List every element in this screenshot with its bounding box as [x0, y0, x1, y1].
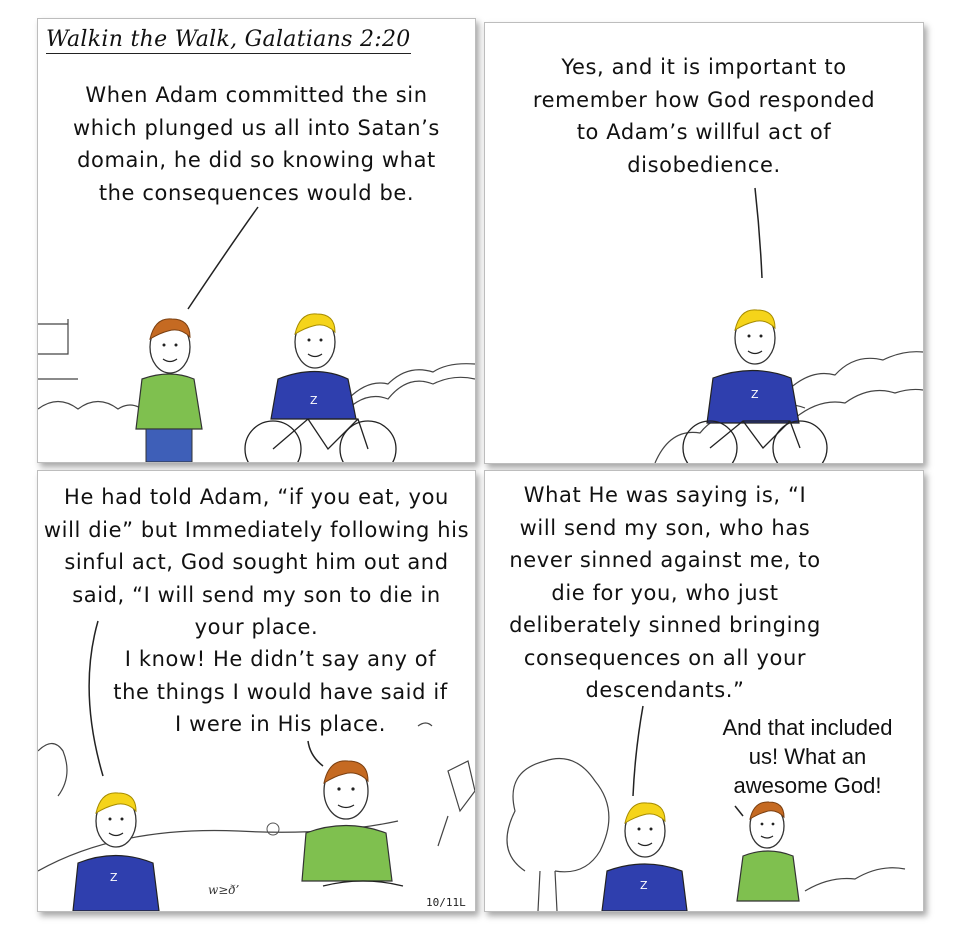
panel-2-drawing — [485, 23, 923, 463]
bush-sketch — [785, 352, 923, 393]
dialogue-line: the consequences would be. — [98, 180, 415, 205]
blue-shirt-character — [73, 793, 159, 911]
dialogue-line: your place. — [194, 615, 319, 639]
dialogue-line: disobedience. — [627, 152, 781, 177]
dialogue-line: never sinned against me, to — [509, 548, 821, 572]
blue-shirt-character — [602, 803, 687, 911]
dialogue-line: will send my son, who has — [519, 515, 811, 540]
shirt-letter: Z — [751, 388, 759, 401]
blue-shirt-character — [245, 314, 396, 462]
panel-4-drawing — [485, 471, 923, 911]
comic-date: 10/11L — [426, 896, 466, 909]
dialogue-line: When Adam committed the sin — [85, 83, 428, 107]
speech-tail — [188, 207, 258, 309]
shirt-letter: Z — [640, 879, 648, 892]
dialogue-line: us! What an — [748, 744, 867, 769]
speech-tail — [755, 188, 762, 278]
dialogue-line: sinful act, God sought him out and — [64, 550, 449, 574]
panel-3-drawing — [38, 471, 475, 911]
green-shirt-character — [737, 802, 799, 901]
comic-panel-3 — [37, 470, 476, 912]
dialogue-line: said, “I will send my son to die in — [72, 582, 441, 607]
speech-tail — [89, 621, 103, 776]
tree-sketch — [438, 761, 475, 846]
speech-tail — [308, 741, 323, 766]
bush-sketch — [38, 402, 148, 415]
dialogue-line: which plunged us all into Satan’s — [73, 115, 440, 140]
comic-panel-1 — [37, 18, 476, 463]
distant-figure — [267, 823, 279, 835]
tree-sketch — [507, 759, 609, 872]
artist-signature: w≥ð’ — [208, 883, 240, 897]
dialogue-line: awesome God! — [733, 773, 882, 798]
speech-tail — [735, 806, 743, 816]
bush-sketch — [805, 868, 905, 891]
shirt-letter: Z — [110, 871, 118, 884]
tree-sketch — [38, 744, 67, 797]
dialogue-line: Yes, and it is important to — [561, 55, 847, 79]
comic-title: Walkin the Walk, Galatians 2:20 — [46, 27, 411, 52]
dialogue-line: I know! He didn’t say any of — [124, 647, 437, 671]
dialogue-line: What He was saying is, “I — [523, 483, 807, 507]
dialogue-line: remember how God responded — [532, 87, 876, 112]
bush-sketch — [338, 377, 475, 419]
blue-shirt-character — [683, 310, 827, 463]
dialogue-line: And that included — [722, 715, 893, 740]
speech-tail — [633, 706, 643, 796]
comic-panel-2 — [484, 22, 924, 464]
panel-1-drawing — [38, 19, 475, 462]
dialogue-line: descendants.” — [585, 678, 745, 702]
dialogue-line: I were in His place. — [175, 712, 386, 736]
dialogue-line: die for you, who just — [551, 580, 779, 605]
dialogue-line: to Adam’s willful act of — [576, 120, 832, 144]
green-shirt-character — [136, 319, 202, 462]
bush-sketch — [795, 389, 923, 418]
dialogue-line: the things I would have said if — [113, 679, 448, 704]
dialogue-line: deliberately sinned bringing — [509, 613, 821, 637]
bush-sketch — [348, 364, 475, 399]
house-sketch — [38, 319, 78, 379]
dialogue-line: He had told Adam, “if you eat, you — [64, 485, 449, 509]
comic-panel-4 — [484, 470, 924, 912]
bird-sketch — [418, 723, 432, 726]
dialogue-line: will die” but Immediately following his — [43, 517, 470, 542]
dialogue-line: consequences on all your — [523, 645, 807, 670]
shirt-letter: Z — [310, 394, 318, 407]
dialogue-line: domain, he did so knowing what — [77, 148, 436, 172]
